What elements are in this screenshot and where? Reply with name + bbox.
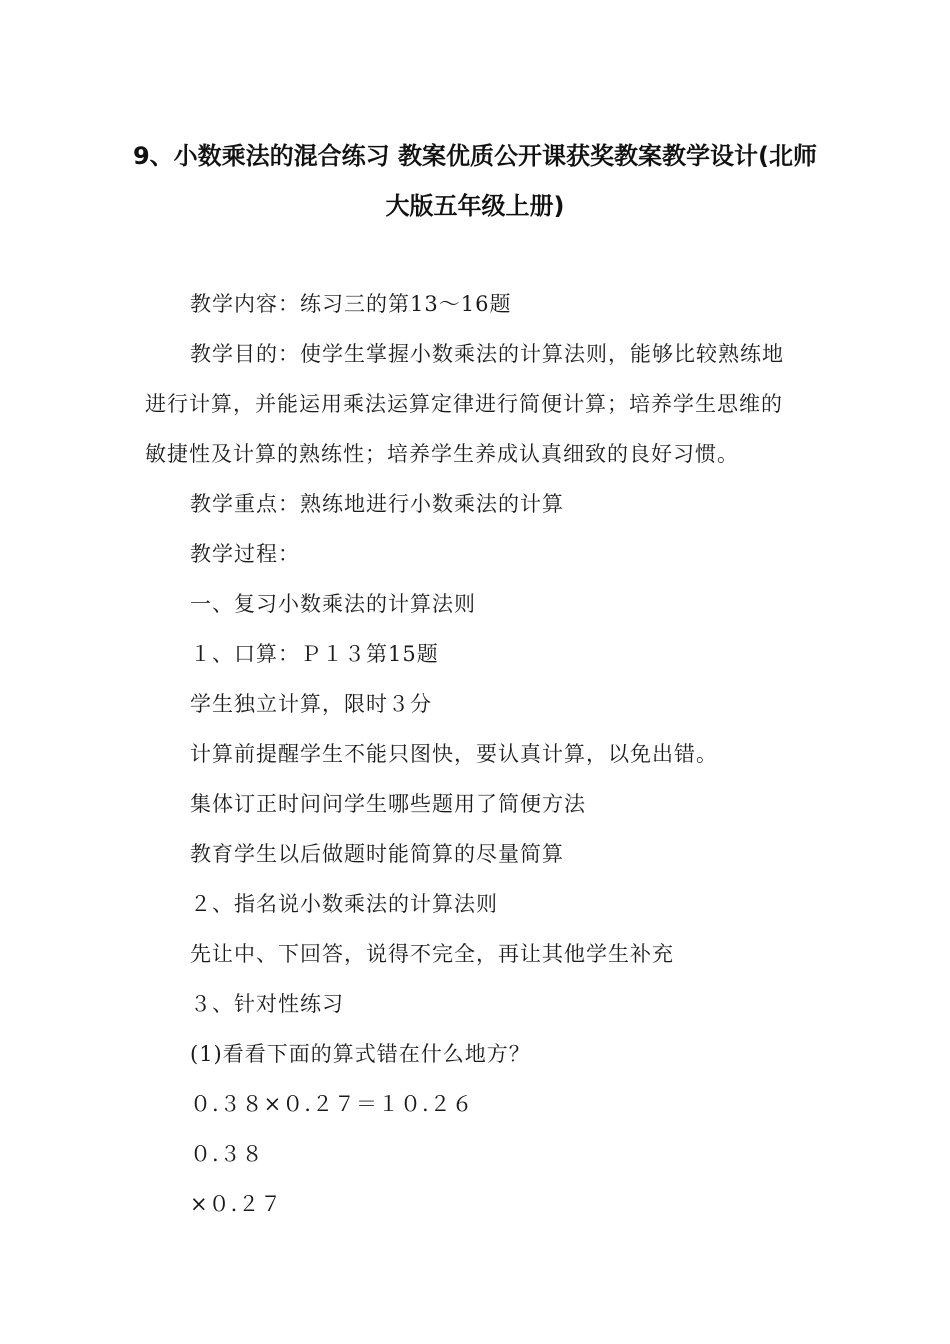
item-2-a: 先让中、下回答，说得不完全，再让其他学生补充 [190, 942, 674, 966]
section-1-heading: 一、复习小数乘法的计算法则 [190, 592, 476, 616]
item-2: ２、指名说小数乘法的计算法则 [190, 892, 498, 916]
objective-line-1: 教学目的：使学生掌握小数乘法的计算法则，能够比较熟练地 [190, 342, 784, 366]
item-1-c: 集体订正时问问学生哪些题用了简便方法 [190, 792, 586, 816]
item-3-a: (1)看看下面的算式错在什么地方？ [190, 1042, 531, 1066]
document-title-line-1: 9、小数乘法的混合练习 教案优质公开课获奖教案教学设计(北师 [132, 142, 818, 170]
objective-line-3: 敏捷性及计算的熟练性；培养学生养成认真细致的良好习惯。 [145, 442, 739, 466]
key-point: 教学重点：熟练地进行小数乘法的计算 [190, 492, 564, 516]
item-1: １、口算：Ｐ１３第15题 [190, 642, 439, 666]
equation-2: ０.３８ [190, 1142, 264, 1166]
item-1-b: 计算前提醒学生不能只图快，要认真计算，以免出错。 [190, 742, 718, 766]
objective-line-2: 进行计算，并能运用乘法运算定律进行简便计算；培养学生思维的 [145, 392, 783, 416]
item-1-d: 教育学生以后做题时能简算的尽量简算 [190, 842, 564, 866]
equation-3: ×０.２７ [190, 1192, 283, 1216]
process-heading: 教学过程： [190, 542, 300, 566]
item-1-a: 学生独立计算，限时３分 [190, 692, 432, 716]
teaching-content: 教学内容：练习三的第13～16题 [190, 292, 512, 316]
item-3: ３、针对性练习 [190, 992, 344, 1016]
document-title-line-2: 大版五年级上册) [385, 192, 565, 220]
equation-1: ０.３８×０.２７＝１０.２６ [190, 1092, 474, 1116]
